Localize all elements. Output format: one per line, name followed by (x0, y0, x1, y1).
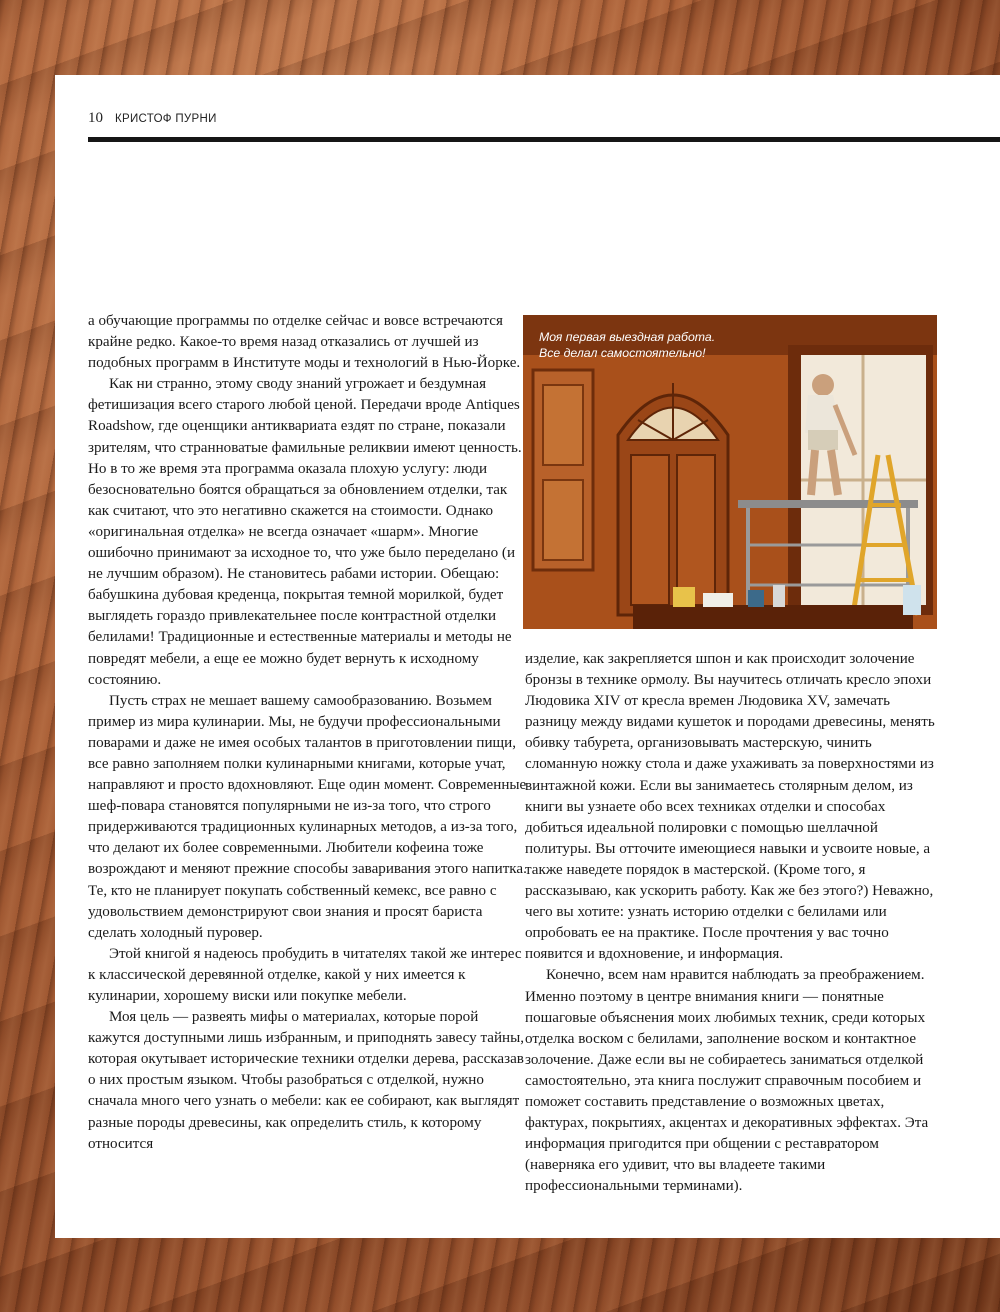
left-column (88, 311, 530, 1155)
header-rule (88, 137, 1000, 142)
right-column (525, 649, 935, 1197)
paragraph: а обучающие программы по отделке сейчас и вовсе встречаются крайне редко. Какое-то время назад отказались от лучшей из подобных программ в Институте моды и технологий в Нью-Йорке. (88, 313, 521, 372)
paragraph: Моя цель — развеять мифы о материалах, которые порой кажутся доступными лишь избранным, и приподнять завесу тайны, которая окутывает исторические техники отделки дерева, рассказав о них простым языком. Чтобы разобраться с отделкой, нужно сначала много чего узнать о мебели: как ее собирают, как выглядят разные породы древесины, как определить стиль, к которому относится (88, 1009, 525, 1152)
page-number: 10 (88, 110, 103, 126)
running-head: КРИСТОФ ПУРНИ (115, 113, 217, 125)
paragraph: Этой книгой я надеюсь пробудить в читателях такой же интерес к классической деревянной отделке, какой у них имеется к кулинарии, хорошему виски или покупке мебели. (88, 945, 522, 1004)
photo-illustration (523, 315, 937, 629)
paragraph: изделие, как закрепляется шпон и как происходит золочение бронзы в технике ормолу. Вы научитесь отличать кресло эпохи Людовика XIV от кресла времен Людовика XV, замечать разницу между видами кушеток и породами древесины, менять обивку табурета, организовывать мастерскую, чинить сломанную ножку стола и даже ухаживать за поверхностями из винтажной кожи. Если вы занимаетесь столярным делом, из книги вы узнаете обо всех техниках отделки и способах добиться идеальной полировки с помощью шеллачной политуры. Вы отточите имеющиеся навыки и усвоите новые, а также наведете порядок в мастерской. (Кроме того, я рассказываю, как ускорить работу. Как же без этого?) Неважно, чего вы хотите: узнать историю отделки с белилами или опробовать ее на практике. После прочтения у вас точно появится и вдохновение, и информация. (525, 651, 935, 963)
paragraph: Конечно, всем нам нравится наблюдать за преображением. Именно поэтому в центре внимания книги — понятные пошаговые объяснения моих любимых техник, среди которых отделка воском с белилами, заполнение воском и контактное золочение. Даже если вы не собираетесь заниматься отделкой самостоятельно, эта книга послужит справочным пособием и поможет составить представление о возможных цветах, фактурах, покрытиях, акцентах и декоративных эффектах. Эта информация пригодится при общении с реставратором (наверняка его удивит, что вы владеете такими профессиональными терминами). (525, 967, 929, 1195)
workshop-photo (523, 315, 937, 629)
paragraph: Как ни странно, этому своду знаний угрожает и бездумная фетишизация всего старого любой ценой. Передачи вроде Antiques Roadshow, где оценщики антиквариата ездят по стране, показали зрителям, что странноватые фамильные реликвии имеют ценность. Но в то же время эта программа оказала плохую услугу: люди безосновательно боятся обращаться за обновлением отделки, так как считают, что это негативно скажется на стоимости. Однако «оригинальная отделка» не всегда означает «шарм». Многие ошибочно принимают за исходное то, что уже было переделано (и не лучшим образом). Не становитесь рабами истории. Обещаю: бабушкина дубовая креденца, покрытая темной морилкой, будет выглядеть гораздо привлекательнее после контрастной отделки белилами! Традиционные и естественные материалы и методы не повредят мебели, а еще ее можно будет вернуть к исходному состоянию. (88, 376, 522, 688)
page-header (88, 110, 217, 130)
paragraph: Пусть страх не мешает вашему самообразованию. Возьмем пример из мира кулинарии. Мы, не будучи профессиональными поварами и даже не имея особых талантов в приготовлении пищи, все равно заполняем полки кулинарными книгами, которые учат, направляют и просто вдохновляют. Еще один момент. Современные шеф-повара становятся популярными не из-за того, что строго придерживаются традиционных кулинарных методов, а из-за того, что делают их более современными. Любители кофеина тоже возрождают и меняют прежние способы заваривания этого напитка. Те, кто не планирует покупать собственный кемекс, все равно с удовольствием демонстрируют свои знания и просят бариста сделать холодный пуровер. (88, 692, 527, 941)
photo-caption: Моя первая выездная работа. Все делал самостоятельно! (539, 330, 716, 360)
book-page (55, 75, 1000, 1238)
